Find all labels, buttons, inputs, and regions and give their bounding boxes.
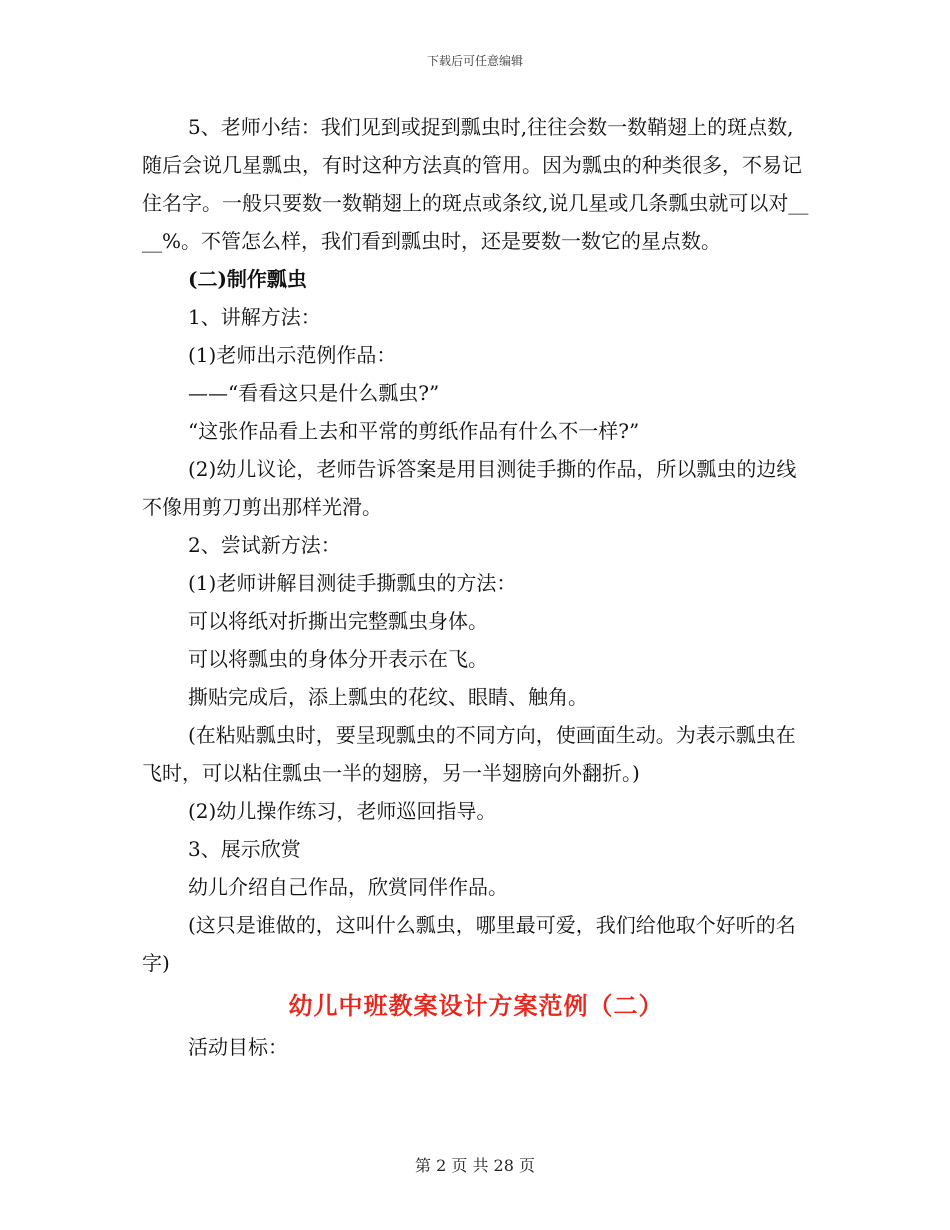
paragraph-teacher-summary: 5、老师小结：我们见到或捉到瓢虫时,往往会数一数鞘翅上的斑点数,随后会说几星瓢虫，有时这种方法真的管用。因为瓢虫的种类很多，不易记住名字。一般只要数一数鞘翅上的斑点或条纹,说几星或几条瓢虫就可以对____%。不管怎么样，我们看到瓢虫时，还是要数一数它的星点数。 — [142, 115, 809, 253]
paragraph-explain-method: 1、讲解方法： — [188, 305, 321, 329]
paragraph-activity-goals: 活动目标： — [188, 1035, 288, 1059]
paragraph-try-new-method: 2、尝试新方法： — [188, 533, 341, 557]
paragraph-practice: (2)幼儿操作练习，老师巡回指导。 — [188, 799, 497, 823]
paragraph-show-example: (1)老师出示范例作品： — [188, 343, 397, 367]
paragraph-question-2: “这张作品看上去和平常的剪纸作品有什么不一样?” — [188, 419, 640, 443]
section-title: 幼儿中班教案设计方案范例（二） — [288, 991, 664, 1020]
paragraph-naming-question: (这只是谁做的，这叫什么瓢虫，哪里最可爱，我们给他取个好听的名字) — [142, 913, 796, 975]
page-header: 下载后可任意编辑 — [426, 54, 523, 68]
paragraph-fold-paper: 可以将纸对折撕出完整瓢虫身体。 — [188, 609, 488, 633]
paragraph-teacher-explains-tearing: (1)老师讲解目测徒手撕瓢虫的方法： — [188, 571, 517, 595]
heading-make-ladybug: (二)制作瓢虫 — [188, 267, 307, 291]
paragraph-question-1: ——“看看这只是什么瓢虫?” — [188, 381, 440, 405]
paragraph-pasting-note: (在粘贴瓢虫时，要呈现瓢虫的不同方向，使画面生动。为表示瓢虫在飞时，可以粘住瓢虫一半的翅膀，另一半翅膀向外翻折。) — [142, 723, 796, 785]
paragraph-separate-body: 可以将瓢虫的身体分开表示在飞。 — [188, 647, 488, 671]
document-body — [142, 108, 810, 1066]
paragraph-introduce-works: 幼儿介绍自己作品，欣赏同伴作品。 — [188, 875, 508, 899]
paragraph-add-details: 撕贴完成后，添上瓢虫的花纹、眼睛、触角。 — [188, 685, 588, 709]
paragraph-children-discuss: (2)幼儿议论，老师告诉答案是用目测徒手撕的作品，所以瓢虫的边线不像用剪刀剪出那样光滑。 — [142, 457, 797, 519]
paragraph-display: 3、展示欣赏 — [188, 837, 301, 861]
page-footer: 第 2 页 共 28 页 — [415, 1156, 535, 1175]
